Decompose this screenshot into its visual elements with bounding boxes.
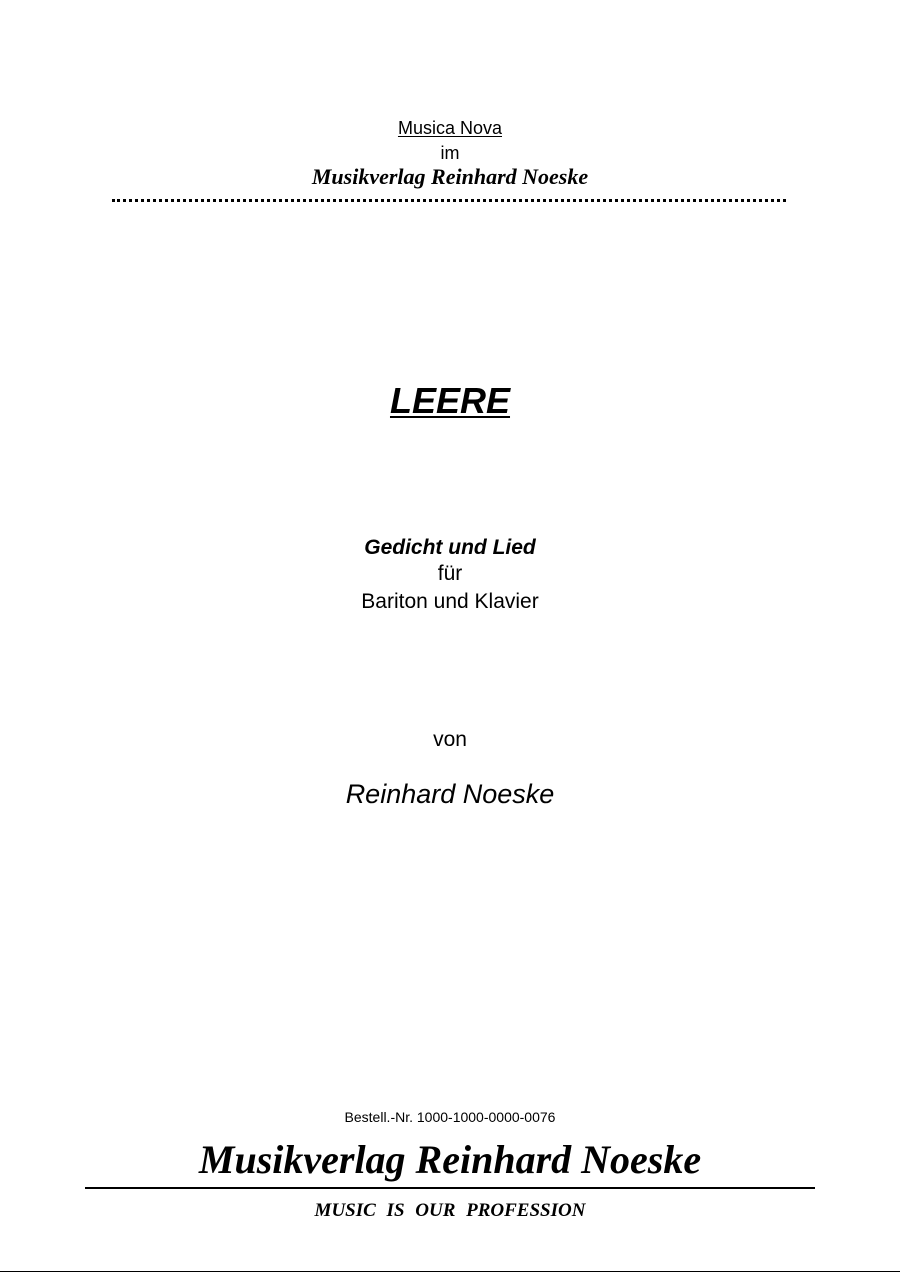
header-divider [112,199,786,202]
footer-divider [85,1187,815,1189]
publisher-name-header: Musikverlag Reinhard Noeske [311,164,589,189]
page-bottom-edge [0,1271,900,1272]
series-connector: im [440,143,460,163]
page-title: LEERE [389,380,511,421]
publisher-slogan: MUSIC IS OUR PROFESSION [314,1200,586,1221]
publisher-name-footer: Musikverlag Reinhard Noeske [198,1137,702,1182]
for-label: für [437,562,463,585]
series-name: Musica Nova [397,118,503,138]
subtitle: Gedicht und Lied [364,536,536,559]
composer-name: Reinhard Noeske [345,779,555,809]
instrumentation: Bariton und Klavier [361,590,539,613]
by-label: von [433,728,467,751]
order-number: Bestell.-Nr. 1000-1000-0000-0076 [344,1109,556,1125]
